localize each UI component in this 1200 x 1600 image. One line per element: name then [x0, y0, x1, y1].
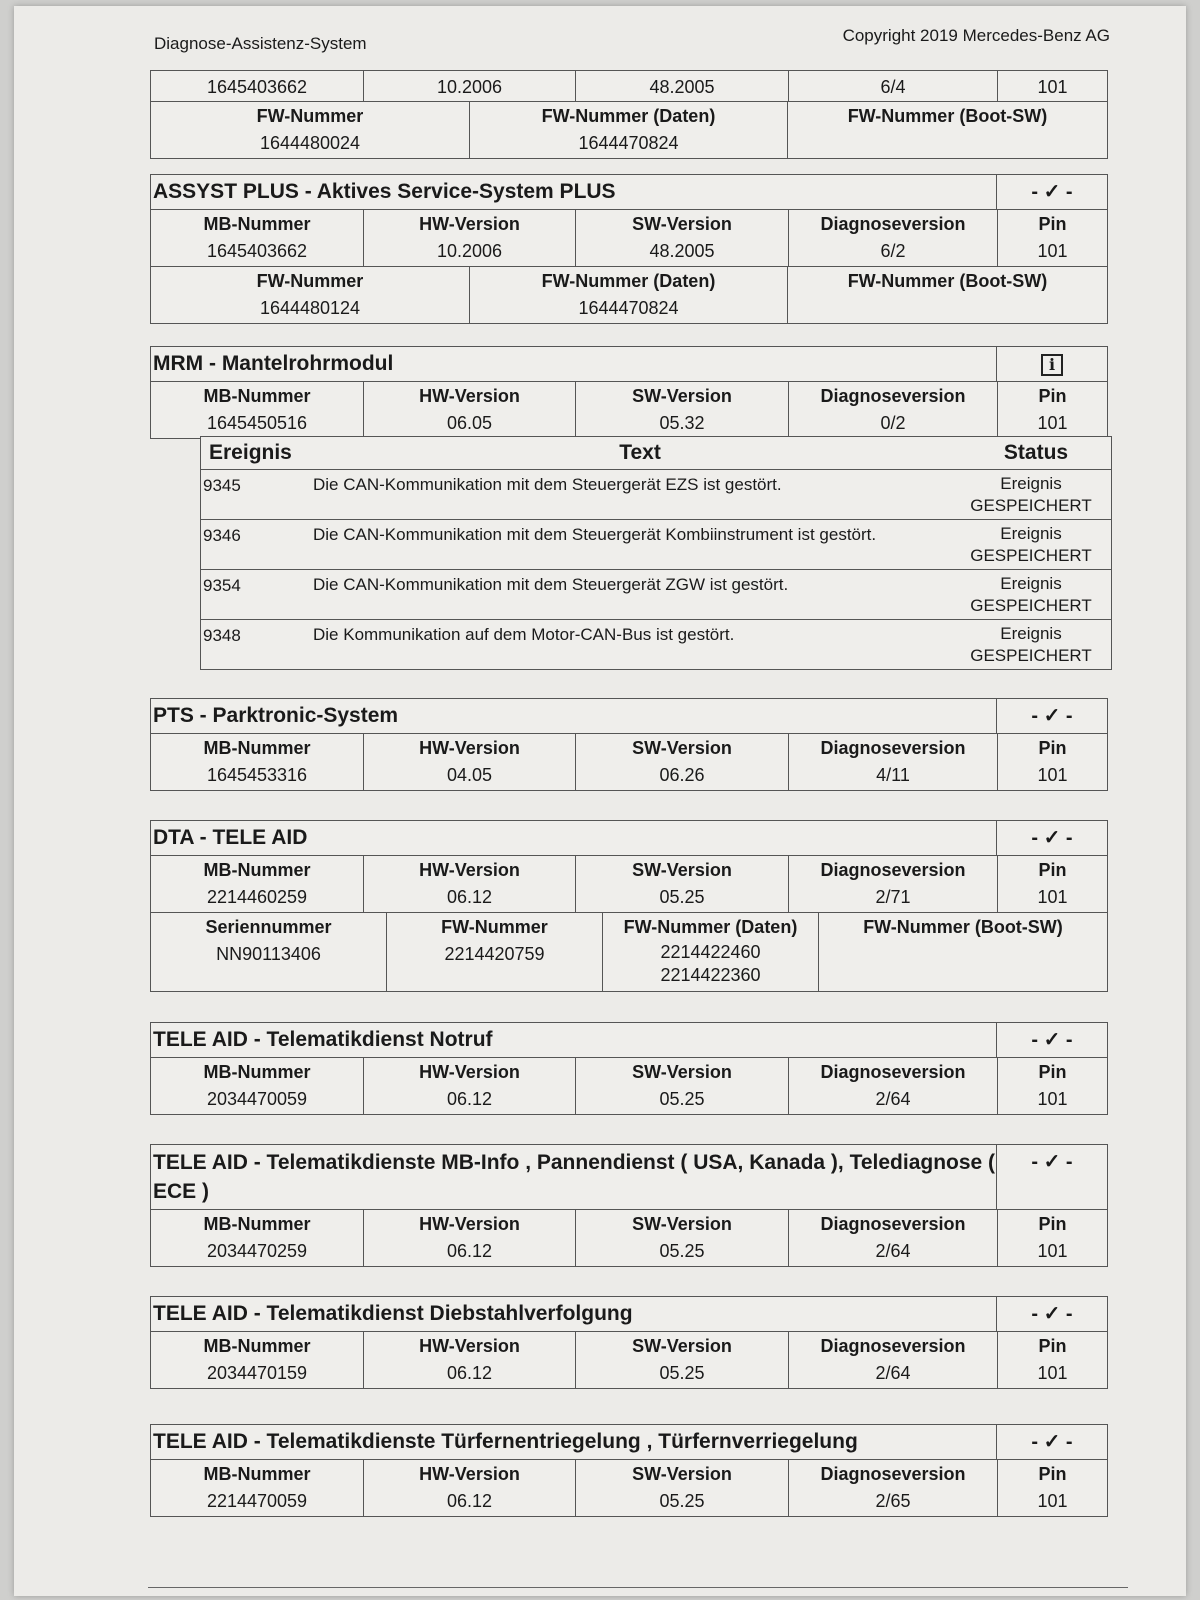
status-check: - ✓ - [996, 699, 1107, 733]
event-table [200, 436, 1112, 670]
fw-number: 1644480124 [259, 298, 361, 318]
sw-version: 05.25 [659, 1363, 705, 1383]
hw-version: 06.12 [446, 887, 493, 907]
label: SW-Version [632, 1464, 732, 1484]
status-check: - ✓ - [996, 1425, 1107, 1459]
label: Diagnoseversion [820, 1062, 966, 1082]
diag-version: 2/64 [875, 1241, 911, 1261]
diag-version: 2/65 [875, 1491, 911, 1511]
pin: 101 [1037, 1491, 1068, 1511]
status-check: - ✓ - [996, 175, 1107, 209]
label: FW-Nummer [256, 271, 364, 291]
event-text: Die Kommunikation auf dem Motor-CAN-Bus ist gestört. [313, 625, 735, 644]
label: MB-Nummer [203, 860, 311, 880]
status-line-1: Ereignis [1000, 524, 1062, 543]
fw-data [605, 941, 816, 987]
module-dta [150, 820, 1108, 992]
hw-version: 06.12 [446, 1491, 493, 1511]
label: Pin [1038, 1214, 1067, 1234]
label: Pin [1038, 1464, 1067, 1484]
event-text: Die CAN-Kommunikation mit dem Steuergerät ZGW ist gestört. [313, 575, 789, 594]
sw-version: 48.2005 [649, 241, 715, 261]
event-header: Ereignis [209, 441, 292, 464]
module-tele-aid-tuer [150, 1424, 1108, 1517]
diag-version: 2/71 [875, 887, 911, 907]
status-check: - ✓ - [996, 1145, 1107, 1209]
status-line-1: Ereignis [1000, 624, 1062, 643]
pin: 101 [1037, 1241, 1068, 1261]
diag-version: 4/11 [876, 765, 910, 785]
pin: 101 [1037, 413, 1068, 433]
event-status [951, 470, 1111, 519]
module-tele-aid-diebstahl [150, 1296, 1108, 1389]
hw-version: 04.05 [446, 765, 493, 785]
label: HW-Version [419, 1464, 520, 1484]
diag-version: 2/64 [875, 1363, 911, 1383]
serial-number: NN90113406 [216, 944, 321, 964]
fw-boot [790, 295, 1105, 319]
module-tele-aid-notruf [150, 1022, 1108, 1115]
module-partial-top [150, 70, 1108, 159]
mb-number: 2034470159 [206, 1363, 308, 1383]
label: FW-Nummer [441, 917, 548, 937]
diag-version: 2/64 [875, 1089, 911, 1109]
event-code: 9354 [203, 576, 241, 595]
module-tele-aid-mb-info [150, 1144, 1108, 1267]
label: Pin [1038, 214, 1067, 234]
hw-version: 06.12 [446, 1089, 493, 1109]
mb-number: 2214460259 [206, 887, 308, 907]
status-line-1: Ereignis [1000, 474, 1062, 493]
info-status[interactable] [996, 347, 1107, 381]
event-status [951, 520, 1111, 569]
label: FW-Nummer (Boot-SW) [847, 106, 1048, 126]
label: Pin [1038, 860, 1067, 880]
label: MB-Nummer [203, 738, 311, 758]
fw-data-line-2: 2214422360 [660, 965, 761, 985]
status-line-2: GESPEICHERT [970, 646, 1092, 665]
status-line-2: GESPEICHERT [970, 496, 1092, 515]
sw-version: 05.25 [659, 1491, 705, 1511]
event-text: Die CAN-Kommunikation mit dem Steuergerät EZS ist gestört. [313, 475, 782, 494]
label: SW-Version [632, 860, 732, 880]
label: HW-Version [419, 860, 520, 880]
sw-version: 05.25 [659, 1089, 705, 1109]
label: Diagnoseversion [820, 1464, 966, 1484]
label: MB-Nummer [203, 1464, 311, 1484]
module-title: TELE AID - Telematikdienste MB-Info , Pannendienst ( USA, Kanada ), Telediagnose ( ECE ) [153, 1151, 996, 1203]
label: SW-Version [632, 738, 732, 758]
fw-data-line-1: 2214422460 [660, 942, 761, 962]
sw-version: 06.26 [659, 765, 705, 785]
status-check: - ✓ - [996, 1023, 1107, 1057]
text-header: Text [619, 441, 661, 464]
status-line-2: GESPEICHERT [970, 596, 1092, 615]
label: Diagnoseversion [820, 738, 966, 758]
label: FW-Nummer (Daten) [541, 271, 716, 291]
label: HW-Version [419, 1336, 520, 1356]
label: Diagnoseversion [820, 214, 966, 234]
module-title: TELE AID - Telematikdienst Diebstahlverfolgung [153, 1302, 633, 1325]
mb-number: 1645403662 [206, 77, 308, 97]
label: MB-Nummer [203, 1214, 311, 1234]
label: HW-Version [419, 1062, 520, 1082]
fw-data-cell [469, 102, 787, 158]
label: SW-Version [632, 1214, 732, 1234]
status-check: - ✓ - [996, 1297, 1107, 1331]
event-code: 9346 [203, 526, 241, 545]
label: MB-Nummer [203, 1336, 311, 1356]
label: SW-Version [632, 1062, 732, 1082]
hw-version: 06.12 [446, 1241, 493, 1261]
event-row [201, 619, 1111, 669]
pin: 101 [1037, 1363, 1068, 1383]
mb-number: 1645450516 [206, 413, 308, 433]
fw-data: 1644470824 [578, 298, 679, 318]
label: Diagnoseversion [820, 860, 966, 880]
event-row [201, 470, 1111, 519]
module-title: TELE AID - Telematikdienst Notruf [153, 1028, 493, 1051]
hw-version: 06.12 [446, 1363, 493, 1383]
fw-number: 2214420759 [444, 944, 545, 964]
bottom-rule [148, 1587, 1128, 1588]
sw-version: 05.25 [659, 887, 705, 907]
value: 1644480024 [259, 133, 361, 153]
label: FW-Nummer [256, 106, 364, 126]
label: MB-Nummer [203, 214, 311, 234]
label: HW-Version [419, 1214, 520, 1234]
label: Diagnoseversion [820, 386, 966, 406]
label: FW-Nummer (Daten) [623, 917, 798, 937]
label: Pin [1038, 1336, 1067, 1356]
mb-number: 1645403662 [206, 241, 308, 261]
status-line-2: GESPEICHERT [970, 546, 1092, 565]
pin: 101 [1037, 1089, 1068, 1109]
hw-version: 10.2006 [436, 241, 503, 261]
event-status [951, 570, 1111, 619]
pin: 101 [1037, 241, 1068, 261]
event-code: 9348 [203, 626, 241, 645]
label: MB-Nummer [203, 386, 311, 406]
event-code: 9345 [203, 476, 241, 495]
label: SW-Version [632, 1336, 732, 1356]
module-title: ASSYST PLUS - Aktives Service-System PLUS [153, 180, 616, 203]
label: HW-Version [419, 386, 520, 406]
hw-version: 10.2006 [363, 71, 575, 101]
event-row [201, 519, 1111, 569]
module-title: TELE AID - Telematikdienste Türfernentriegelung , Türfernverriegelung [153, 1430, 858, 1453]
status-header: Status [1003, 441, 1069, 464]
label: Seriennummer [205, 917, 332, 937]
value: 1644470824 [578, 133, 679, 153]
status-check: - ✓ - [996, 821, 1107, 855]
mb-number: 2034470259 [206, 1241, 308, 1261]
diag-version: 6/2 [880, 241, 906, 261]
status-line-1: Ereignis [1000, 574, 1062, 593]
event-row [201, 569, 1111, 619]
sw-version: 05.25 [659, 1241, 705, 1261]
label: Pin [1038, 386, 1067, 406]
label: FW-Nummer (Boot-SW) [847, 271, 1048, 291]
fw-boot [821, 941, 1105, 965]
label: Pin [1038, 738, 1067, 758]
module-pts [150, 698, 1108, 791]
module-title: MRM - Mantelrohrmodul [153, 352, 394, 375]
pin: 101 [1037, 887, 1068, 907]
copyright: Copyright 2019 Mercedes-Benz AG [842, 26, 1110, 45]
pin: 101 [1037, 765, 1068, 785]
module-title: PTS - Parktronic-System [153, 704, 399, 727]
label: FW-Nummer (Boot-SW) [863, 917, 1063, 937]
module-assyst-plus [150, 174, 1108, 324]
pin: 101 [997, 71, 1107, 101]
sw-version: 05.32 [659, 413, 705, 433]
event-text: Die CAN-Kommunikation mit dem Steuergerät Kombiinstrument ist gestört. [313, 525, 877, 544]
info-icon[interactable]: i [1041, 354, 1063, 376]
label: HW-Version [419, 214, 520, 234]
diag-version: 6/4 [788, 71, 997, 101]
value [790, 130, 1105, 154]
sw-version: 48.2005 [575, 71, 788, 101]
mb-number: 2214470059 [206, 1491, 308, 1511]
mb-number: 1645453316 [206, 765, 308, 785]
module-mrm [150, 346, 1108, 439]
label: FW-Nummer (Daten) [541, 106, 716, 126]
mb-number: 2034470059 [206, 1089, 308, 1109]
label: Diagnoseversion [820, 1214, 966, 1234]
event-status [951, 620, 1111, 669]
label: MB-Nummer [203, 1062, 311, 1082]
label: Pin [1038, 1062, 1067, 1082]
fw-boot-cell [787, 102, 1107, 158]
diag-version: 0/2 [880, 413, 906, 433]
fw-number-cell [151, 102, 469, 158]
label: Diagnoseversion [820, 1336, 966, 1356]
system-name: Diagnose-Assistenz-System [154, 34, 367, 53]
label: SW-Version [632, 214, 732, 234]
hw-version: 06.05 [446, 413, 493, 433]
label: SW-Version [632, 386, 732, 406]
label: HW-Version [419, 738, 520, 758]
module-title: DTA - TELE AID [153, 826, 308, 849]
